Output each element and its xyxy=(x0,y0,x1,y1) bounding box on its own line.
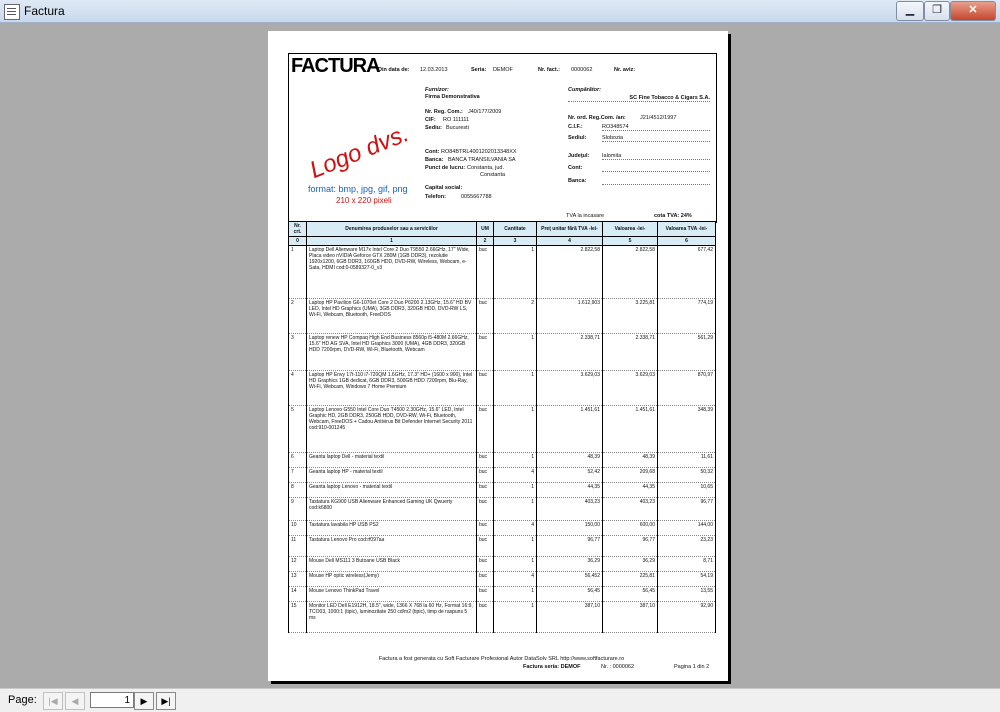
table-cell-desc: Geanta laptop Dell - material textil xyxy=(307,453,477,468)
table-cell-price: 1.612,903 xyxy=(537,299,603,334)
table-cell-value: 1.451,61 xyxy=(603,406,658,453)
table-cell-vat: 677,42 xyxy=(658,246,716,299)
table-cell-desc: Mouse Dell MS111 3 Butoane USB Black xyxy=(307,557,477,572)
table-cell-um: buc xyxy=(477,521,494,536)
table-cell-price: 3.629,03 xyxy=(537,371,603,406)
table-cell-qty: 1 xyxy=(494,483,537,498)
column-header: Valoarea TVA -lei- xyxy=(658,222,716,237)
buyer-seat: Slobozia xyxy=(602,135,710,142)
supplier-capital-label: Capital social: xyxy=(425,185,463,191)
table-row xyxy=(289,536,716,557)
invoice-series: DEMOF xyxy=(493,67,513,73)
table-cell-desc: Laptop renew HP Compaq High End Business 8560p i5-480M 2.66GHz, 15.6" HD AG SVA, Intel HD Graphics 3000 (UMA), 4GB DDR3, 320GB HDD 7200rpm, DVD-RW, Wi-Fi, Bluetooth, Webcam xyxy=(307,334,477,371)
supplier-name: Firma Demonstrativa xyxy=(425,94,480,100)
supplier-regcom-label: Nr. Reg. Com.: xyxy=(425,109,463,115)
table-cell-nr: 5 xyxy=(289,406,307,453)
table-cell-um: buc xyxy=(477,572,494,587)
table-cell-nr: 15 xyxy=(289,602,307,633)
report-viewer[interactable] xyxy=(0,23,1000,687)
table-row xyxy=(289,498,716,521)
table-cell-nr: 1 xyxy=(289,246,307,299)
table-row xyxy=(289,299,716,334)
supplier-bank: BANCA TRANSILVANIA SA xyxy=(448,157,516,163)
table-row xyxy=(289,406,716,453)
table-cell-qty: 1 xyxy=(494,246,537,299)
buyer-name: SC Fine Tobacco & Cigars S.A. xyxy=(568,95,710,102)
table-cell-price: 387,10 xyxy=(537,602,603,633)
column-header: Nr. crt. xyxy=(289,222,307,237)
previous-page-button[interactable]: ◀ xyxy=(65,692,85,710)
column-header: Cantitate xyxy=(494,222,537,237)
window-title: Factura xyxy=(24,4,65,18)
index-cell: 4 xyxy=(537,237,603,246)
table-cell-um: buc xyxy=(477,498,494,521)
buyer-title: Cumpărător: xyxy=(568,87,602,93)
table-cell-nr: 4 xyxy=(289,371,307,406)
footer-generated-text: Factura a fost generata cu Soft Facturare Profesional Autor DataSolv SRL http://www.softfacturare.ro xyxy=(378,656,625,662)
table-cell-value: 48,39 xyxy=(603,453,658,468)
table-cell-qty: 4 xyxy=(494,468,537,483)
table-cell-value: 209,68 xyxy=(603,468,658,483)
index-cell: 3 xyxy=(494,237,537,246)
table-cell-qty: 1 xyxy=(494,371,537,406)
document-icon xyxy=(4,4,20,20)
invoice-heading: FACTURA xyxy=(291,55,380,77)
table-cell-desc: Monitor LED Dell E1912H, 18.5", wide, 1366 X 768 la 60 Hz, Format 16:9, TCO03, 1000:1 (tipic), luminozitate 250 cd/m2 (tipic), timp de raspuns 5 ms xyxy=(307,602,477,633)
table-cell-um: buc xyxy=(477,468,494,483)
table-cell-value: 96,77 xyxy=(603,536,658,557)
supplier-seat-label: Sediu: xyxy=(425,125,442,131)
table-cell-um: buc xyxy=(477,587,494,602)
table-row xyxy=(289,557,716,572)
table-cell-vat: 50,32 xyxy=(658,468,716,483)
supplier-work-line2: Constanta xyxy=(480,172,506,178)
table-cell-desc: Tastatura Lenovo Pro cod:rf097aa xyxy=(307,536,477,557)
table-cell-vat: 8,71 xyxy=(658,557,716,572)
supplier-cif-label: CIF: xyxy=(425,117,436,123)
number-label: Nr. fact.: xyxy=(538,67,561,73)
vat-note: TVA la incasare xyxy=(566,213,605,219)
table-cell-um: buc xyxy=(477,334,494,371)
table-cell-price: 150,00 xyxy=(537,521,603,536)
table-cell-desc: Laptop HP Pavilion G6-1070et Core 2 Duo P6200 2.13GHz, 15.6" HD BV LED, Intel HD Graphics (UMA), 3GB DDR3, 320GB HDD, DVD-RW LS, Wi-Fi, Webcam, Bluetooth, FreeDOS xyxy=(307,299,477,334)
table-cell-qty: 1 xyxy=(494,602,537,633)
table-cell-vat: 23,23 xyxy=(658,536,716,557)
last-page-button[interactable]: ▶| xyxy=(156,692,176,710)
column-header: Valoarea -lei- xyxy=(603,222,658,237)
table-cell-value: 36,29 xyxy=(603,557,658,572)
table-cell-nr: 9 xyxy=(289,498,307,521)
invoice-page xyxy=(268,31,728,681)
supplier-phone: 0055667788 xyxy=(461,194,492,200)
table-row xyxy=(289,483,716,498)
table-cell-um: buc xyxy=(477,483,494,498)
buyer-bank-label: Banca: xyxy=(568,178,587,184)
table-cell-qty: 1 xyxy=(494,498,537,521)
table-cell-desc: Laptop HP Envy 17t-110 i7-720QM 1.6GHz, 17.3" HD+ (1600 x 900), Intel HD Graphics 1GB dedicat, 6GB DDR3, 500GB HDD 7200rpm, Blu-Ray, Wi-Fi, Webcam, Windows 7 Home Premium xyxy=(307,371,477,406)
table-cell-price: 96,77 xyxy=(537,536,603,557)
table-row xyxy=(289,371,716,406)
table-cell-um: buc xyxy=(477,246,494,299)
table-cell-value: 56,45 xyxy=(603,587,658,602)
table-cell-price: 56,45 xyxy=(537,587,603,602)
table-cell-qty: 4 xyxy=(494,572,537,587)
supplier-work-line1: Constanta, jud. xyxy=(467,165,504,171)
supplier-bank-label: Banca: xyxy=(425,157,444,163)
table-cell-um: buc xyxy=(477,602,494,633)
table-cell-vat: 144,00 xyxy=(658,521,716,536)
buyer-cif-label: C.I.F.: xyxy=(568,124,583,130)
table-row xyxy=(289,521,716,536)
column-header: Preţ unitar fără TVA -lei- xyxy=(537,222,603,237)
table-cell-nr: 12 xyxy=(289,557,307,572)
invoice-date: 12.03.2013 xyxy=(420,67,448,73)
first-page-button[interactable]: |◀ xyxy=(43,692,63,710)
series-label: Seria: xyxy=(471,67,487,73)
supplier-account-label: Cont: xyxy=(425,149,440,155)
table-cell-nr: 10 xyxy=(289,521,307,536)
table-row xyxy=(289,246,716,299)
supplier-cif: RO 111111 xyxy=(443,117,470,123)
table-cell-vat: 96,77 xyxy=(658,498,716,521)
table-cell-desc: Tastatura lavabila HP USB PS2 xyxy=(307,521,477,536)
table-cell-price: 56,452 xyxy=(537,572,603,587)
table-cell-vat: 10,65 xyxy=(658,483,716,498)
table-cell-um: buc xyxy=(477,557,494,572)
table-cell-desc: Tastatura KG900 USB Alienware Enhanced Gaming UK Qwuerty cod:k6800 xyxy=(307,498,477,521)
table-cell-desc: Mouse HP optic wireless(Jemy) xyxy=(307,572,477,587)
table-cell-price: 403,23 xyxy=(537,498,603,521)
index-cell: 6 xyxy=(658,237,716,246)
table-cell-value: 2.822,58 xyxy=(603,246,658,299)
buyer-county-label: Judeţul: xyxy=(568,153,590,159)
table-cell-nr: 11 xyxy=(289,536,307,557)
supplier-work-label: Punct de lucru: xyxy=(425,165,466,171)
minimize-button[interactable]: ▁ xyxy=(896,1,924,21)
supplier-title: Furnizor: xyxy=(425,87,449,93)
table-cell-desc: Mouse Lenovo ThinkPad Travel xyxy=(307,587,477,602)
invoice-number: 0000062 xyxy=(571,67,593,73)
table-cell-um: buc xyxy=(477,453,494,468)
logo-size-text: 210 x 220 pixeli xyxy=(336,196,392,205)
table-cell-value: 600,00 xyxy=(603,521,658,536)
table-cell-value: 387,10 xyxy=(603,602,658,633)
table-cell-desc: Laptop Dell Alienware M17x Intel Core 2 Duo T9550 2.66GHz, 17" Wide, Placa video nVIDIA Geforce GTX 280M (1GB DDR3), rezolutie 1920x1200, 6GB DDR3, 160GB HDD, DVD-RW, Wireless, Webcam, e-Sata, HDMI cod:0-0589327-0_v3 xyxy=(307,246,477,299)
table-row xyxy=(289,602,716,633)
table-cell-value: 225,81 xyxy=(603,572,658,587)
title-bar xyxy=(0,0,1000,23)
table-cell-price: 36,29 xyxy=(537,557,603,572)
table-index-row xyxy=(289,237,716,246)
table-cell-price: 2.822,58 xyxy=(537,246,603,299)
table-cell-qty: 1 xyxy=(494,453,537,468)
table-cell-nr: 7 xyxy=(289,468,307,483)
index-cell: 2 xyxy=(477,237,494,246)
table-cell-nr: 2 xyxy=(289,299,307,334)
footer-series: Factura seria: DEMOF xyxy=(523,664,581,670)
buyer-regcom: J21/4512/1997 xyxy=(640,115,677,121)
vat-rate: cota TVA: 24% xyxy=(654,213,692,219)
table-cell-vat: 54,19 xyxy=(658,572,716,587)
table-cell-nr: 8 xyxy=(289,483,307,498)
column-header: UM xyxy=(477,222,494,237)
table-cell-price: 44,35 xyxy=(537,483,603,498)
page-label: Page: xyxy=(8,694,37,706)
invoice-items-table xyxy=(288,221,716,633)
buyer-account-field xyxy=(602,165,710,172)
close-button[interactable]: ✕ xyxy=(950,1,996,21)
supplier-phone-label: Telefon: xyxy=(425,194,446,200)
buyer-seat-label: Sediul: xyxy=(568,135,587,141)
index-cell: 5 xyxy=(603,237,658,246)
table-cell-um: buc xyxy=(477,371,494,406)
table-cell-qty: 1 xyxy=(494,557,537,572)
notice-label: Nr. aviz: xyxy=(614,67,636,73)
table-row xyxy=(289,572,716,587)
table-cell-price: 52,42 xyxy=(537,468,603,483)
index-cell: 0 xyxy=(289,237,307,246)
table-cell-desc: Geanta laptop HP - material textil xyxy=(307,468,477,483)
table-cell-nr: 3 xyxy=(289,334,307,371)
table-cell-desc: Geanta laptop Lenovo - material textil xyxy=(307,483,477,498)
table-cell-qty: 1 xyxy=(494,334,537,371)
column-header: Denumirea produselor sau a serviciilor xyxy=(307,222,477,237)
table-cell-value: 3.225,81 xyxy=(603,299,658,334)
table-cell-price: 48,39 xyxy=(537,453,603,468)
table-cell-value: 44,35 xyxy=(603,483,658,498)
table-row xyxy=(289,334,716,371)
maximize-button[interactable]: ❐ xyxy=(924,1,950,21)
index-cell: 1 xyxy=(307,237,477,246)
footer-number: Nr. : 0000062 xyxy=(601,664,635,670)
table-cell-value: 3.629,03 xyxy=(603,371,658,406)
buyer-regcom-label: Nr. ord. Reg.Com. /an: xyxy=(568,115,626,121)
table-cell-um: buc xyxy=(477,406,494,453)
table-cell-value: 403,23 xyxy=(603,498,658,521)
page-number-input[interactable] xyxy=(90,692,134,708)
supplier-account: RO84BTRL4001202013348XX xyxy=(441,149,517,155)
table-cell-vat: 561,29 xyxy=(658,334,716,371)
buyer-bank-field xyxy=(602,178,710,185)
table-cell-price: 1.451,61 xyxy=(537,406,603,453)
logo-format-text: format: bmp, jpg, gif, png xyxy=(308,184,408,194)
table-cell-nr: 13 xyxy=(289,572,307,587)
logo-placeholder: Logo dvs. xyxy=(306,120,413,185)
table-cell-qty: 1 xyxy=(494,587,537,602)
table-cell-vat: 870,97 xyxy=(658,371,716,406)
table-cell-vat: 13,55 xyxy=(658,587,716,602)
table-row xyxy=(289,468,716,483)
table-cell-qty: 4 xyxy=(494,521,537,536)
table-cell-qty: 2 xyxy=(494,299,537,334)
table-cell-nr: 14 xyxy=(289,587,307,602)
table-cell-value: 2.338,71 xyxy=(603,334,658,371)
table-row xyxy=(289,453,716,468)
buyer-county: Ialomita xyxy=(602,153,710,160)
footer-page: Pagina 1 din 2 xyxy=(674,664,710,670)
table-cell-price: 2.338,71 xyxy=(537,334,603,371)
table-cell-vat: 348,39 xyxy=(658,406,716,453)
supplier-regcom: J40/177/2009 xyxy=(468,109,502,115)
table-header-row xyxy=(289,222,716,237)
page-navigation-bar xyxy=(0,688,1000,712)
date-label: Din data de: xyxy=(378,67,410,73)
table-cell-um: buc xyxy=(477,299,494,334)
table-cell-vat: 92,90 xyxy=(658,602,716,633)
table-cell-qty: 1 xyxy=(494,536,537,557)
supplier-seat: Bucuresti xyxy=(446,125,469,131)
table-cell-um: buc xyxy=(477,536,494,557)
buyer-account-label: Cont: xyxy=(568,165,583,171)
table-row xyxy=(289,587,716,602)
table-cell-desc: Laptop Lenovo G550 Intel Core Duo T4500 2.30GHz, 15.6" LED, Intel Graphic HD, 2GB DDR3, 250GB HDD, DVD-RW, Wi-Fi, Bluetooth, Webcam, FreeDOS + Cadou Antivirus Bit Defender Internet Security 2011 cod:910-001245 xyxy=(307,406,477,453)
table-cell-qty: 1 xyxy=(494,406,537,453)
table-cell-vat: 774,19 xyxy=(658,299,716,334)
table-cell-vat: 11,61 xyxy=(658,453,716,468)
table-cell-nr: 6 xyxy=(289,453,307,468)
buyer-cif: RO348574 xyxy=(602,124,710,131)
next-page-button[interactable]: ▶ xyxy=(134,692,154,710)
